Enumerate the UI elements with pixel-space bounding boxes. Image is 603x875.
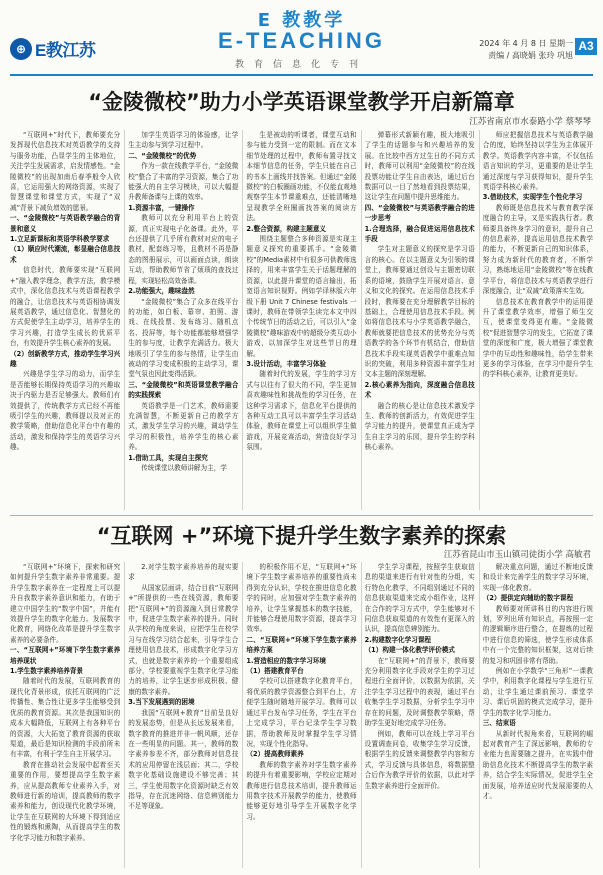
channel-subtitle: 教育信息化专刊 xyxy=(234,60,368,70)
issue-date: 2024 年 4 月 8 日 星期一 xyxy=(479,39,573,48)
section-heading: （1）搭建教育平台 xyxy=(246,667,304,676)
article2-column xyxy=(365,562,475,868)
article2-headline: “互联网 +”环境下提升学生数字素养的探索 xyxy=(96,524,507,548)
paragraph: 在“互联网+”的背景下，教师要充分利用数字化手段对学生的学习过程进行全面评价，以数据为依据，关注学生学习过程中的表现，通过平台收集学生学习数据，分析学生学习中存在的问题，及时调整教学策略，帮助学生更好地完成学习任务。 xyxy=(364,656,475,728)
paragraph: 教师要对所讲科目的内容进行规划，罗列出所有知识点，再按照一定的逻辑顺序进行整合，在提炼的过程中进行信息的筛选，使学生形成体系中有一个完整的知识框架，这对后续的复习和巩固非常有帮助。 xyxy=(482,604,593,665)
paragraph: 加学生英语学习的体验感，让学生主动参与到学习过程中。 xyxy=(128,131,239,150)
paragraph: 信息技术在教育教学中的运用提升了课堂教学效率，增强了师生交互，使课堂变得更有趣。“金陵微校”促进智慧学习的发生，它拓宽了课堂的深度和广度，极大增强了课堂教学中的互动性和趣味性，给学生带来更多的学习体验，在学习中提升学生的学科核心素养，让教育更美好。 xyxy=(482,297,593,379)
paragraph: 学生学习课程，按照学生获取信息的渠道来进行有针对性的分组，实行特色化教学，不同组别通过不同的信息获取渠道来完成小组作业，这样在合作的学习方式中，学生能够对不同信息获取渠道的有效性有更深入的认识，提高信息辨别能力。 xyxy=(364,563,475,634)
section-heading: 一、“金陵微校”与英语教学融合的背景和意义 xyxy=(10,214,121,233)
section-heading: 二、“金陵微校”的优势 xyxy=(128,151,197,160)
section-heading: 1.立足新课标和英语学科教学要求 xyxy=(10,235,110,244)
paragraph: 英语教学是一门艺术，教师需要充满智慧，不断更新自己的教学方式，激发学生学习的兴趣，调动学生学习的积极性，培养学生的核心素养。 xyxy=(128,401,239,452)
column-separator xyxy=(479,130,480,510)
article2-column xyxy=(483,562,593,868)
section-heading: 2.整合资源，构建主题意义 xyxy=(246,224,327,233)
article2-column xyxy=(246,562,356,868)
column-separator xyxy=(242,130,243,510)
section-heading: 2.构建数字化学习课程 xyxy=(364,635,432,644)
section-heading: 1.合理选择，融合促进运用信息技术手段 xyxy=(364,224,475,244)
masthead-rule xyxy=(10,74,593,76)
column-separator xyxy=(124,130,125,510)
paragraph: 教师的数字素养对学生数字素养的提升有着重要影响，学校应定期对教师进行信息技术培训，提升教师运用数字技术开展教学的能力，使教师能够更好地引导学生开展数字化学习。 xyxy=(246,760,357,821)
paragraph: 2.对学生数字素养培养的现实要求 xyxy=(128,563,239,582)
section-heading: 三、结束语 xyxy=(482,719,516,728)
paragraph: 从新时代视角来看，互联网的崛起对教育产生了深远影响，教师的专业能力也需要随之提升，在实践中借助信息化技术不断提高学生的数字素养，结合学生实际情况，促进学生全面发展，培养适应时代发展需要的人才。 xyxy=(482,729,593,800)
article1-column xyxy=(128,130,238,510)
section-heading: 一、“互联网+”环境下学生数字素养培养现状 xyxy=(10,646,121,665)
logo-text: E教江苏 xyxy=(35,41,96,60)
article2-column xyxy=(128,562,238,868)
issue-meta xyxy=(479,38,573,62)
paragraph: 的积极作用不足，“互联网+”环境下学生数字素养培养的重要性尚未得到充分认识，学校在推进信息化教学的同时，应加强对学生数字素养的培养，让学生掌握基本的数字技能，并能够合理使用数字资源，提高学习效率。 xyxy=(246,563,357,634)
column-separator xyxy=(361,130,362,510)
paragraph: 教师可以充分利用平台上的资源，真正实现电子化备课。此外，平台还提供了几乎所有教材对应的电子教材，配套练习等，且教材不再是静态的图册展示，可以画面点读，朗读互动，帮助教师节省了烦琐的查找过程，实现轻松高效备课。 xyxy=(128,214,239,285)
paragraph: 教育在推动社会发展中起着至关重要的作用，要想提高学生数字素养，应从提高教师专业素养入手，对教师进行新的培训，提高教师的数字素养和能力，创设现代化教学环境，让学生在互联网的大环境下得到适应性的锻炼和熏陶，从而提高学生的数字化学习能力和数字素养。 xyxy=(10,760,121,842)
section-heading: 四、“金陵微校”与英语教学融合的进一步思考 xyxy=(364,203,475,223)
section-heading: 2.核心素养为指向，深度融合信息技术 xyxy=(364,380,475,400)
section-heading: 1.借助工具，实现自主探究 xyxy=(128,453,208,462)
section-heading: 3.当下发展遇到的困境 xyxy=(128,698,195,707)
editors: 责编 / 高晓娟 张玲 巩旭 xyxy=(488,51,573,60)
paragraph: 融合的核心是让信息技术激发学生、教师的创新活力，有效促进学生学习能力的提升，使课堂真正成为学生自主学习的乐园，提升学生的学科核心素养。 xyxy=(364,401,475,452)
paragraph: 弹幕形式新颖有趣，极大地吸引了学生的话题参与和兴趣培养的发展。在比较中西方过生日的不同方式时，教师可以利用“金陵微校”的在线投票功能让学生自由表达，通过后台数据可以一目了然地看到投票结果，这让学生在问题中提升思维能力。 xyxy=(364,131,475,202)
paragraph: 例如在小学数学“三角形”一课教学中，利用数字化课程与学生进行互动，让学生通过课前预习、课堂学习、课后巩固的模式完成学习，提升学生的数字化学习能力。 xyxy=(482,667,593,717)
paragraph: 我国“互联网+教育”目前呈良好的发展态势，但是从长远发展来看，数字教育的推进并非一帆风顺，还存在一些明显的问题。其一，教师的数字素养参差不齐，部分教师对信息技术的应用停留在浅层面；其二，学校数字化基础设施建设不够完善；其三，学生使用数字化资源时缺乏有效指导，存在沉迷网络、信息辨别能力不足等现象。 xyxy=(128,708,239,811)
paragraph: “互联网+”环境下，探索和研究如何提升学生数字素养非常重要。提升学生数字素养在一定程度上可以提升自我数字素养意识和能力，有助于建立中国学生的“数字中国”，并能有效提升学生的数字化能力。发展数字化教育，网络化改革是提升学生数字素养的必要条件。 xyxy=(10,563,121,644)
article1-headline: “金陵微校”助力小学英语课堂教学开启新篇章 xyxy=(88,90,515,114)
article-divider xyxy=(10,515,593,516)
paragraph: 作为一款在线教学平台，“金陵微校”整合了丰富的学习资源，集合了功能强大的自主学习模块，可以大幅提升教师备课与上课的效率。 xyxy=(128,162,239,202)
section-heading: 2.功能强大，趣味盎然 xyxy=(128,287,195,296)
section-heading: （2）创新教学方式，推动学生学习兴趣 xyxy=(10,349,121,368)
section-heading: 1.学生数字素养培养背景 xyxy=(10,667,84,676)
article1-column xyxy=(10,130,120,510)
article1-column xyxy=(246,130,356,510)
section-heading: （1）构建一体化教学评价模式 xyxy=(364,646,455,655)
section-heading: （2）提高教师素养 xyxy=(246,750,304,759)
paragraph: 信息时代，教师要实现“互联网+”融入教学理念，教学方法，教学模式中，深化信息技术与英语课程教学的融合，让信息技术与英语相协调发展英语教学，通过信息化、智慧化的方式促使学生主动学习，培养学生的学习兴趣，打造学生成长的优质平台，有效提升学生核心素养的发展。 xyxy=(10,266,121,348)
paragraph: “金陵微校”集合了众多在线平台的功能，如白板、幕帘、拍照、游戏、在线投票、发布练习、随机点名、投屏等，每个功能都能够增强学生的参与度，让教学充满活力。极大地吸引了学生的参与热情，让学生由被动的学习变成积极的主动学习，课堂气氛也因此变得活跃。 xyxy=(128,297,239,379)
section-heading: 3.借助技术，实现学生个性化学习 xyxy=(482,193,583,202)
logo-icon: ⊕ xyxy=(10,38,32,60)
column-separator xyxy=(479,562,480,868)
paragraph: 教师既是信息技术与教育教学深度融合的主导，又是实践执行者。教师要具备终身学习的意识，提升自己的信息素养，提高运用信息技术教学的能力，不断更新自己的知识体系，努力成为新时代的教育者，不断学习，熟练地运用“金陵微校”等在线教学平台，将信息技术与英语教学进行深度融合，让“双减”政策落实生效。 xyxy=(482,203,593,296)
article1-column xyxy=(483,130,593,510)
paragraph: 生是被动的听课者，课堂互动和参与能力受到一定的限制。而在文本细节处理的过程中，教师布置寻找文本细节信息的任务，学生只能在自己的书本上画线并找答案。但通过“金陵微校”的白板圈画功能，不仅能直观地观察学生本节课重难点，还能清晰地呈现教学全班圈画找答案的阅读方法。 xyxy=(246,131,357,223)
paragraph: 随着时代的发展，互联网教育的现代化背景形成，依托互联网的广泛传播性、集合性让更多学生能够受到优质的教育资源。其次是我国知识的成本大幅降低，互联网上有各种平台的资源，大大拓宽了教育资源的获取渠道，最后是知识检测的手段前所未有丰富，有利于学生自主开展学习。 xyxy=(10,677,121,759)
paragraph: “互联网+”时代下，教师要充分发挥现代信息技术对英语教学的支持与服务功能，凸显学生的主体地位，关注学生发展需求，启发情感性。“金陵微校”的出现加南后春季般令人欣喜，它运用强大的网络资源，实现了智慧课堂和课堂方式，实现了“双减”背景下减负增效的愿景。 xyxy=(10,131,121,212)
paragraph: 学生对主题意义的探究是学习语言的核心。在以主题意义为引领的课堂上，教师要通过创设与主题密切联系的语境，鼓励学生开展对语言、意义和文化的探究。在运用信息技术手段时，教师要在充分理解教学目标的基础上，合理使用信息技术手段。例如将信息技术与小学英语教学融合，教师就要把信息技术的优势充分与英语教学的各个环节有机结合，借助信息技术手段实现英语教学中重难点知识的突破，利用多种资源丰富学生对文本主题的深刻理解。 xyxy=(364,245,475,379)
channel-title-cn: E 教教学 xyxy=(257,10,346,31)
section-heading: 三、“金陵微校”和英语课堂教学融合的实践探索 xyxy=(128,380,239,400)
article2-column xyxy=(10,562,120,868)
paragraph: 学校可以搭建数字化教育平台，将优质的教学资源整合到平台上，方便学生随时随地开展学习。教师可以通过平台发布学习任务，学生在平台上完成学习，平台记录学生学习数据，帮助教师及时掌握学生学习情况，实现个性化指导。 xyxy=(246,677,357,748)
article1-byline: 江苏省南京市水泰路小学 蔡琴琴 xyxy=(469,117,591,127)
masthead xyxy=(0,0,603,80)
article1-column xyxy=(365,130,475,510)
channel-title-en: E-TEACHING xyxy=(218,28,385,53)
paragraph: 传统课堂以教师讲解为主，学 xyxy=(141,464,227,472)
paragraph: 解决重点问题，通过不断地反馈和设计来完善学生的数字学习环境，实现一体化教育。 xyxy=(482,563,593,592)
paragraph: 师应把握信息技术与英语教学融合的度，始终坚持以学生为主体展开教学。英语教学内容丰富，不仅包括语言知识的学习，更重要的是让学生通过深度与学习获得知识，提升学生英语学科核心素养。 xyxy=(482,131,593,192)
section-heading: （2）提供定向辅助的数字课程 xyxy=(482,594,574,603)
column-separator xyxy=(361,562,362,868)
section-heading: （1）顺应时代潮流，彰显融合信息技术 xyxy=(10,245,121,264)
column-separator xyxy=(242,562,243,868)
column-separator xyxy=(124,562,125,868)
section-heading: 二、“互联网+”环境下学生数字素养培养方案 xyxy=(246,635,357,655)
section-heading: 1.资源丰富，一键操作 xyxy=(128,203,195,212)
paragraph: 围绕主题整合多种资源是实现主题意义探究的重要抓手。“金陵微校”的Media素材中有很多可供教师选择的，用来丰富学生关于话题理解的资源，以此提升课堂的语言输出，拓宽语言知识视野。例如学译林版六年级下册 Unit 7 Chinese festivals 一课时，教师在带领学生读完本文中四个传统节日的活动之后，可以引入“金陵微校”趣味游戏中的超级分类互动小游戏，以加深学生对这些节日的理解。 xyxy=(246,235,357,358)
section-heading: 3.设计活动，丰富学习体验 xyxy=(246,359,327,368)
page-number: A3 xyxy=(575,38,597,55)
article2-byline: 江苏省昆山市玉山镇司徒街小学 高敏君 xyxy=(443,550,591,560)
paragraph: 例如，教师可以在线上学习平台设置调查问卷，收集学生学习反馈，根据学生的反馈来调整教学内容和方式，学习反馈与具体信息，将数据整合后作为教学评价的依据，以此对学生数字素养进行全面评价。 xyxy=(364,729,475,790)
paragraph: 从国家层面讲，结合目前“互联网+”所提供的一些在线资源，教师要把“互联网+”的资源融入到日常教学中，促进学生数字素养的提升。同时从学校的角度来说，应把学生在校学习与在线学习结合起来，引导学生合理使用信息技术，形成数字化学习方式，也就是数字素养的一个重要组成部分，学校要重视学生数字化学习能力的培养，让学生逐步形成积极、健康的数字素养。 xyxy=(128,583,239,696)
section-heading: 1.营造相应的数字学习环境 xyxy=(246,656,327,665)
paragraph: 兴趣是学生学习的动力，而学生是否能够长期保持英语学习的兴趣取决于内驱力是否足够强大。教师们有效提供了，传统教学方式已经不再能吸引学生的兴趣，教师提以及对正的教学策略，借助信息化平台中有趣的活动，激发和保持学生的英语学习兴趣。 xyxy=(10,370,121,452)
paragraph: 随着时代的发展，学生的学习方式与以往有了很大的不同，学生更加喜欢趣味性和挑战性的学习任务，在这种学习需求下，信息化平台提供的各种互动工具可以丰富学生学习活动体验，教师在课堂上可以组织学生做游戏，开展竞赛活动，营造良好学习氛围。 xyxy=(246,370,357,452)
